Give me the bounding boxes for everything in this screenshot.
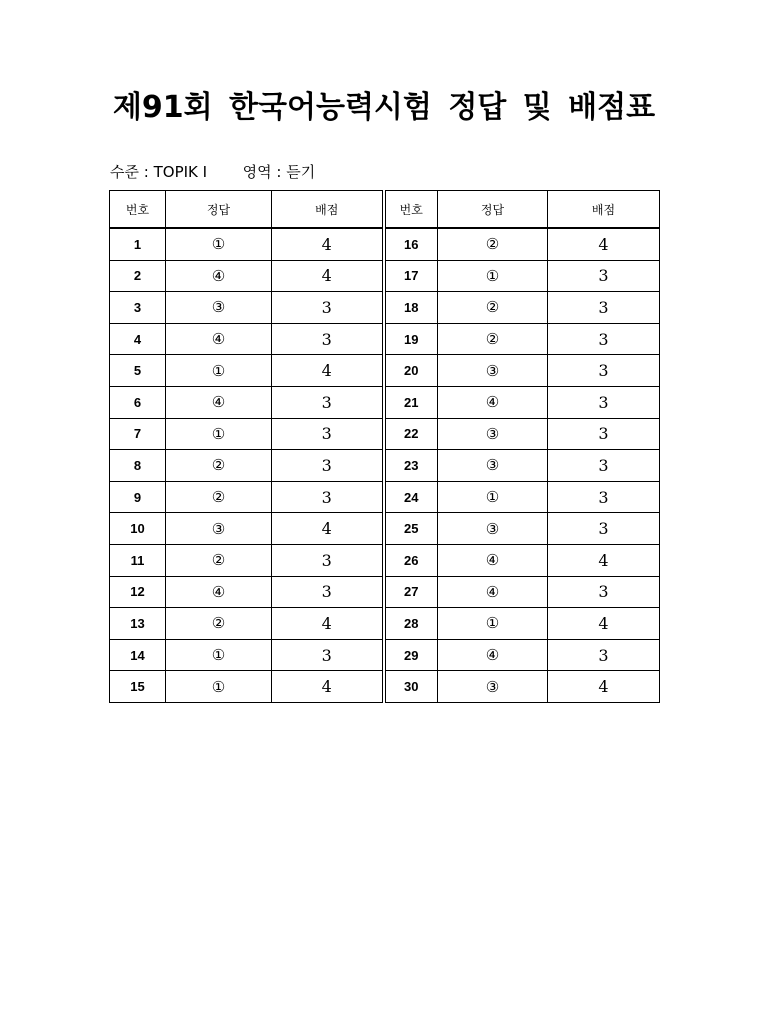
score-value: 3 bbox=[272, 544, 384, 576]
question-number: 16 bbox=[384, 228, 438, 260]
question-number: 13 bbox=[110, 608, 166, 640]
question-number: 11 bbox=[110, 544, 166, 576]
question-number: 7 bbox=[110, 418, 166, 450]
answer-mark: ① bbox=[438, 481, 548, 513]
answer-mark: ① bbox=[166, 639, 272, 671]
answer-mark: ③ bbox=[438, 513, 548, 545]
question-number: 17 bbox=[384, 260, 438, 292]
answer-mark: ② bbox=[166, 481, 272, 513]
answer-mark: ④ bbox=[166, 576, 272, 608]
question-number: 30 bbox=[384, 671, 438, 703]
question-number: 29 bbox=[384, 639, 438, 671]
score-value: 3 bbox=[272, 576, 384, 608]
score-value: 4 bbox=[548, 544, 660, 576]
question-number: 9 bbox=[110, 481, 166, 513]
table-row bbox=[110, 418, 660, 450]
question-number: 14 bbox=[110, 639, 166, 671]
score-value: 3 bbox=[548, 513, 660, 545]
question-number: 19 bbox=[384, 323, 438, 355]
score-value: 3 bbox=[272, 323, 384, 355]
table-row bbox=[110, 671, 660, 703]
question-number: 20 bbox=[384, 355, 438, 387]
answer-mark: ① bbox=[166, 355, 272, 387]
answer-mark: ② bbox=[438, 228, 548, 260]
table-header-row bbox=[110, 191, 660, 229]
score-value: 3 bbox=[548, 481, 660, 513]
answer-score-table bbox=[109, 190, 660, 703]
question-number: 22 bbox=[384, 418, 438, 450]
table-row bbox=[110, 450, 660, 482]
question-number: 18 bbox=[384, 292, 438, 324]
score-value: 3 bbox=[548, 260, 660, 292]
table-row bbox=[110, 386, 660, 418]
question-number: 2 bbox=[110, 260, 166, 292]
answer-mark: ① bbox=[438, 608, 548, 640]
answer-mark: ① bbox=[166, 228, 272, 260]
answer-mark: ③ bbox=[438, 671, 548, 703]
answer-mark: ① bbox=[166, 671, 272, 703]
table-row bbox=[110, 292, 660, 324]
score-value: 3 bbox=[548, 576, 660, 608]
question-number: 10 bbox=[110, 513, 166, 545]
answer-mark: ② bbox=[438, 292, 548, 324]
answer-mark: ③ bbox=[438, 418, 548, 450]
answer-mark: ① bbox=[438, 260, 548, 292]
table-row bbox=[110, 228, 660, 260]
question-number: 27 bbox=[384, 576, 438, 608]
answer-mark: ④ bbox=[438, 576, 548, 608]
question-number: 6 bbox=[110, 386, 166, 418]
score-value: 4 bbox=[548, 228, 660, 260]
header-score: 배점 bbox=[548, 191, 660, 229]
answer-mark: ③ bbox=[166, 513, 272, 545]
score-value: 3 bbox=[548, 323, 660, 355]
score-value: 3 bbox=[272, 450, 384, 482]
score-value: 3 bbox=[548, 450, 660, 482]
score-value: 3 bbox=[548, 418, 660, 450]
answer-mark: ③ bbox=[438, 355, 548, 387]
score-value: 3 bbox=[548, 639, 660, 671]
answer-mark: ④ bbox=[438, 544, 548, 576]
table-row bbox=[110, 576, 660, 608]
question-number: 24 bbox=[384, 481, 438, 513]
header-score: 배점 bbox=[272, 191, 384, 229]
answer-mark: ③ bbox=[438, 450, 548, 482]
page-title: 제91회 한국어능력시험 정답 및 배점표 bbox=[112, 90, 656, 125]
score-value: 4 bbox=[272, 228, 384, 260]
header-answer: 정답 bbox=[438, 191, 548, 229]
answer-mark: ② bbox=[166, 450, 272, 482]
answer-mark: ④ bbox=[166, 386, 272, 418]
question-number: 15 bbox=[110, 671, 166, 703]
exam-meta bbox=[110, 161, 315, 182]
table-row bbox=[110, 481, 660, 513]
table-row bbox=[110, 355, 660, 387]
score-value: 4 bbox=[272, 671, 384, 703]
score-value: 3 bbox=[272, 418, 384, 450]
answer-mark: ④ bbox=[438, 386, 548, 418]
table-row bbox=[110, 639, 660, 671]
score-value: 3 bbox=[548, 292, 660, 324]
table-body bbox=[110, 228, 660, 702]
section-label: 영역 : bbox=[242, 163, 282, 181]
score-value: 4 bbox=[272, 513, 384, 545]
answer-mark: ③ bbox=[166, 292, 272, 324]
table-row bbox=[110, 608, 660, 640]
question-number: 26 bbox=[384, 544, 438, 576]
score-value: 3 bbox=[272, 292, 384, 324]
score-value: 4 bbox=[548, 608, 660, 640]
answer-mark: ④ bbox=[166, 260, 272, 292]
score-value: 4 bbox=[272, 355, 384, 387]
answer-mark: ④ bbox=[438, 639, 548, 671]
table-row bbox=[110, 260, 660, 292]
header-number: 번호 bbox=[110, 191, 166, 229]
question-number: 4 bbox=[110, 323, 166, 355]
section-value: 듣기 bbox=[286, 163, 316, 181]
score-value: 4 bbox=[272, 608, 384, 640]
answer-mark: ② bbox=[438, 323, 548, 355]
score-value: 3 bbox=[548, 355, 660, 387]
table-row bbox=[110, 544, 660, 576]
score-value: 3 bbox=[272, 481, 384, 513]
question-number: 23 bbox=[384, 450, 438, 482]
table-row bbox=[110, 513, 660, 545]
score-value: 3 bbox=[272, 639, 384, 671]
question-number: 28 bbox=[384, 608, 438, 640]
question-number: 25 bbox=[384, 513, 438, 545]
answer-mark: ④ bbox=[166, 323, 272, 355]
question-number: 8 bbox=[110, 450, 166, 482]
score-value: 4 bbox=[548, 671, 660, 703]
answer-mark: ① bbox=[166, 418, 272, 450]
header-number: 번호 bbox=[384, 191, 438, 229]
score-value: 3 bbox=[548, 386, 660, 418]
question-number: 3 bbox=[110, 292, 166, 324]
answer-mark: ② bbox=[166, 608, 272, 640]
question-number: 5 bbox=[110, 355, 166, 387]
question-number: 1 bbox=[110, 228, 166, 260]
answer-mark: ② bbox=[166, 544, 272, 576]
table-row bbox=[110, 323, 660, 355]
question-number: 21 bbox=[384, 386, 438, 418]
level-label: 수준 : bbox=[110, 163, 149, 181]
header-answer: 정답 bbox=[166, 191, 272, 229]
question-number: 12 bbox=[110, 576, 166, 608]
score-value: 4 bbox=[272, 260, 384, 292]
level-value: TOPIK Ⅰ bbox=[153, 163, 208, 181]
score-value: 3 bbox=[272, 386, 384, 418]
